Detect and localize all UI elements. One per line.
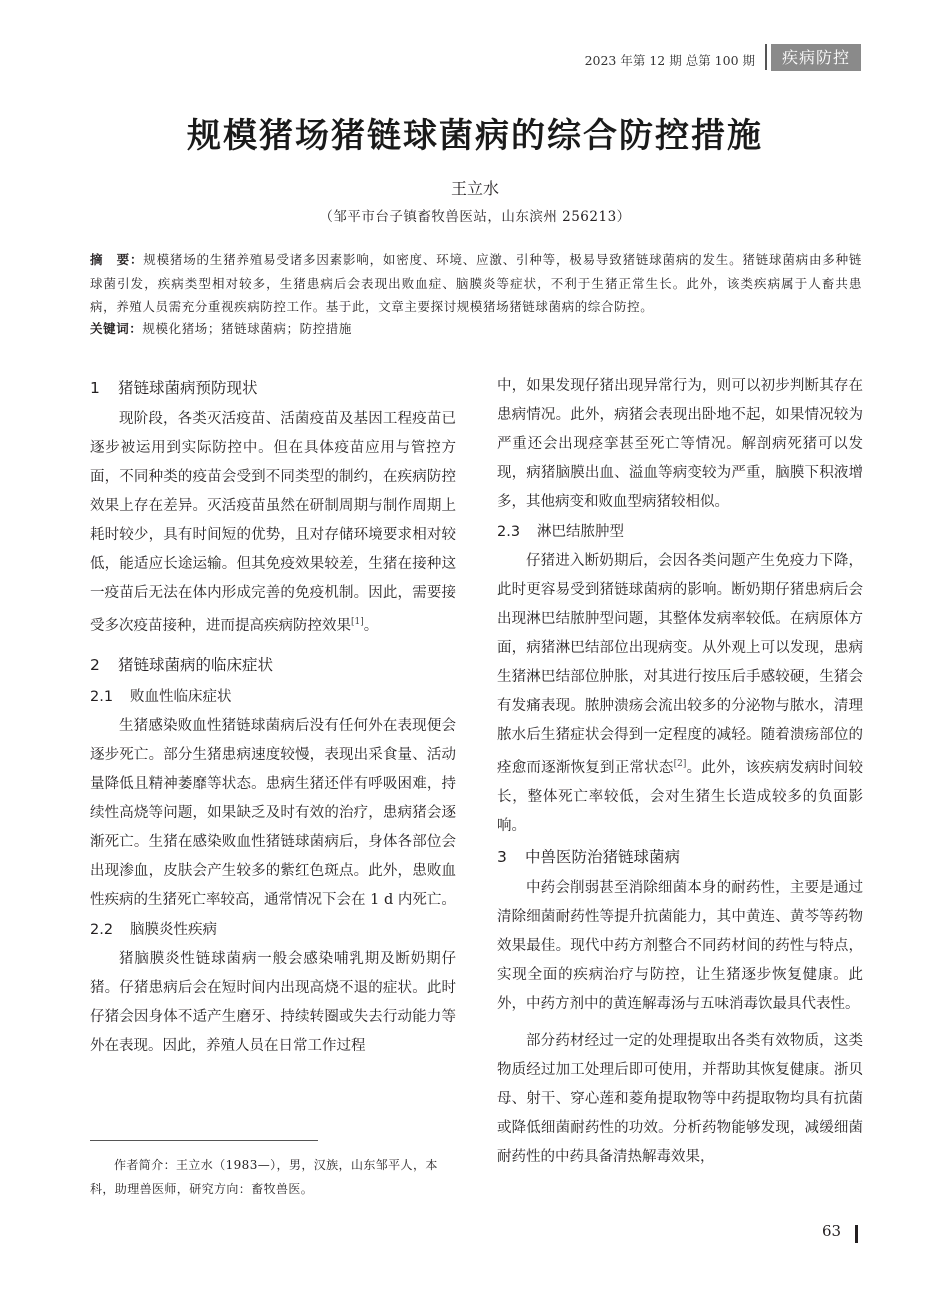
section-2-2-paragraph: 猪脑膜炎性链球菌病一般会感染哺乳期及断奶期仔猪。仔猪患病后会在短时间内出现高烧不退的症状。此时仔猪会因身体不适产生磨牙、持续转圈或失去行动能力等外在表现。因此，养殖人员在日常工作过程 — [90, 950, 456, 1054]
paragraph-text: 。 — [363, 617, 379, 634]
abstract — [90, 248, 862, 319]
keywords — [90, 317, 862, 341]
citation: [2] — [673, 759, 687, 769]
section-2-3-heading — [497, 517, 863, 547]
section-2-2-heading — [90, 915, 456, 945]
issue-info: 2023 年第 12 期 总第 100 期 — [584, 53, 755, 68]
subsection-number: 2.1 — [90, 688, 114, 705]
page-number: 63 — [822, 1222, 842, 1240]
section-3-heading — [497, 841, 863, 874]
paragraph-text: 。此外，该疾病发病时间较长，整体死亡率较低，会对生猪生长造成较多的负面影响。 — [497, 759, 863, 834]
subsection-title: 败血性临床症状 — [130, 688, 232, 705]
subsection-number: 2.2 — [90, 921, 114, 938]
section-1-heading — [90, 372, 456, 405]
section-number: 1 — [90, 379, 100, 397]
section-number: 2 — [90, 655, 100, 674]
section-2-1-paragraph: 生猪感染败血性猪链球菌病后没有任何外在表现便会逐步死亡。部分生猪患病速度较慢，表现出采食量、活动量降低且精神萎靡等状态。患病生猪还伴有呼吸困难，持续性高烧等问题，如果缺乏及时有效的治疗，患病猪会逐渐死亡。生猪在感染败血性猪链球菌病后，身体各部位会出现渗血，皮肤会产生较多的紫红色斑点。此外，患败血性疾病的生猪死亡率较高，通常情况下会在 1 d 内死亡。 — [90, 717, 456, 908]
section-2-3-paragraph — [497, 547, 863, 841]
left-column — [90, 372, 456, 1061]
keywords-label: 关键词： — [90, 321, 143, 336]
section-title: 猪链球菌病的临床症状 — [118, 655, 274, 674]
subsection-number: 2.3 — [497, 524, 521, 540]
section-tag: 疾病防控 — [771, 44, 861, 71]
section-title: 中兽医防治猪链球菌病 — [525, 847, 681, 866]
subsection-title: 脑膜炎性疾病 — [130, 921, 217, 938]
section-3-paragraph-1: 中药会削弱甚至消除细菌本身的耐药性，主要是通过清除细菌耐药性等提升抗菌能力，其中黄连、黄芩等药物效果最佳。现代中药方剂整合不同药材间的药性与特点，实现全面的疾病治疗与防控，让生猪逐步恢复健康。此外，中药方剂中的黄连解毒汤与五味消毒饮最具代表性。 — [497, 879, 863, 1012]
right-column — [497, 372, 863, 1172]
author-affiliation: （邹平市台子镇畜牧兽医站，山东滨州 256213） — [319, 209, 631, 225]
section-2-2-continued: 中，如果发现仔猪出现异常行为，则可以初步判断其存在患病情况。此外，病猪会表现出卧地不起，如果情况较为严重还会出现痉挛甚至死亡等情况。解剖病死猪可以发现，病猪脑膜出血、溢血等病变较为严重，脑膜下积液增多，其他病变和败血型病猪较相似。 — [497, 378, 863, 510]
author-footnote: 作者简介：王立水（1983—），男，汉族，山东邹平人，本科，助理兽医师，研究方向：畜牧兽医。 — [90, 1158, 438, 1196]
subsection-title: 淋巴结脓肿型 — [537, 524, 624, 540]
author-name: 王立水 — [450, 179, 499, 198]
section-2-1-heading — [90, 682, 456, 712]
article-title: 规模猪场猪链球菌病的综合防控措施 — [187, 116, 763, 156]
paragraph-text: 现阶段，各类灭活疫苗、活菌疫苗及基因工程疫苗已逐步被运用到实际防控中。但在具体疫苗应用与管控方面，不同种类的疫苗会受到不同类型的制约，在疾病防控效果上存在差异。灭活疫苗虽然在研制周期与制作周期上耗时较少，具有时间短的优势，且对存储环境要求相对较低，能适应长途运输。但其免疫效果较差，生猪在接种这一疫苗后无法在体内形成完善的免疫机制。因此，需要接受多次疫苗接种，进而提高疾病防控效果 — [90, 411, 456, 634]
abstract-label: 摘 要： — [90, 252, 144, 267]
citation: [1] — [351, 617, 364, 627]
paragraph-text: 仔猪进入断奶期后，会因各类问题产生免疫力下降，此时更容易受到猪链球菌病的影响。断奶期仔猪患病后会出现淋巴结脓肿型问题，其整体发病率较低。在病原体方面，病猪淋巴结部位出现病变。从外观上可以发现，患病生猪淋巴结部位肿胀，对其进行按压后手感较硬，生猪会有发痛表现。脓肿溃疡会流出较多的分泌物与脓水，清理脓水后生猪症状会得到一定程度的减轻。随着溃疡部位的痊愈而逐渐恢复到正常状态 — [497, 553, 863, 776]
section-1-paragraph — [90, 405, 456, 641]
footnote-divider — [90, 1140, 318, 1141]
section-2-heading — [90, 649, 456, 682]
keywords-text: 规模化猪场；猪链球菌病；防控措施 — [142, 321, 353, 336]
page-number-bar — [855, 1225, 858, 1243]
abstract-text: 规模猪场的生猪养殖易受诸多因素影响，如密度、环境、应激、引种等，极易导致猪链球菌病的发生。猪链球菌病由多种链球菌引发，疾病类型相对较多，生猪患病后会表现出败血症、脑膜炎等症状，不利于生猪正常生长。此外，该类疾病属于人畜共患病，养殖人员需充分重视疾病防控工作。基于此，文章主要探讨规模猪场猪链球菌病的综合防控。 — [90, 252, 862, 314]
section-number: 3 — [497, 847, 507, 866]
header-divider — [765, 44, 767, 70]
section-title: 猪链球菌病预防现状 — [118, 379, 258, 397]
section-3-paragraph-2: 部分药材经过一定的处理提取出各类有效物质，这类物质经过加工处理后即可使用，并帮助其恢复健康。浙贝母、射干、穿心莲和菱角提取物等中药提取物均具有抗菌或降低细菌耐药性的功效。分析药物能够发现，减缓细菌耐药性的中药具备清热解毒效果， — [497, 1032, 863, 1165]
